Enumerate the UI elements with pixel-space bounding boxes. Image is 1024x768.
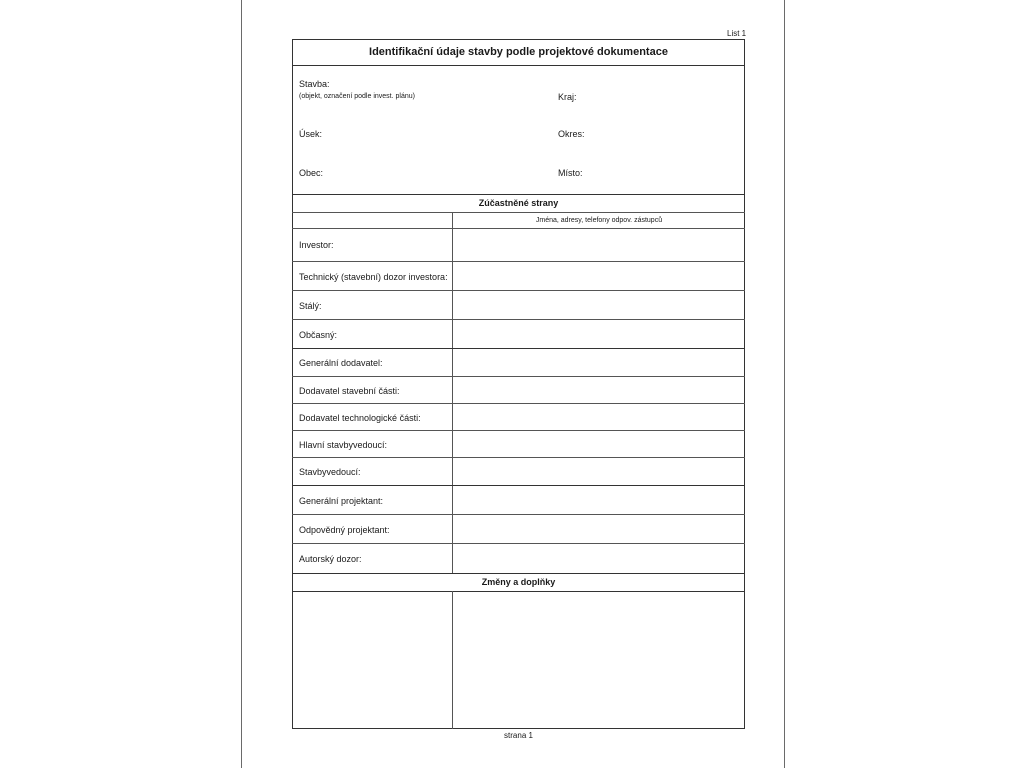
column-divider bbox=[452, 591, 453, 729]
party-row-label: Technický (stavební) dozor investora: bbox=[299, 272, 448, 282]
title-divider bbox=[292, 65, 745, 66]
row-divider bbox=[292, 376, 745, 377]
label-misto: Místo: bbox=[558, 168, 583, 178]
party-row-label: Občasný: bbox=[299, 330, 338, 340]
section-divider bbox=[292, 591, 745, 592]
row-divider bbox=[292, 457, 745, 458]
column-header: Jména, adresy, telefony odpov. zástupců bbox=[535, 217, 663, 224]
row-divider bbox=[292, 430, 745, 431]
row-divider bbox=[292, 348, 745, 349]
party-row-label: Dodavatel technologické části: bbox=[299, 413, 421, 423]
column-divider bbox=[452, 212, 453, 573]
label-kraj: Kraj: bbox=[558, 92, 577, 102]
section-divider bbox=[292, 573, 745, 574]
label-okres: Okres: bbox=[558, 129, 585, 139]
row-divider bbox=[292, 228, 745, 229]
row-divider bbox=[292, 319, 745, 320]
party-row-label: Generální projektant: bbox=[299, 496, 384, 506]
parties-section-title: Zúčastněné strany bbox=[478, 198, 559, 208]
row-divider bbox=[292, 543, 745, 544]
label-stavba: Stavba: bbox=[299, 79, 330, 89]
label-stavba-note: (objekt, označení podle invest. plánu) bbox=[299, 93, 415, 100]
row-divider bbox=[292, 261, 745, 262]
party-row-label: Odpovědný projektant: bbox=[299, 525, 390, 535]
row-divider bbox=[292, 403, 745, 404]
party-row-label: Investor: bbox=[299, 240, 334, 250]
label-obec: Obec: bbox=[299, 168, 324, 178]
page-number: strana 1 bbox=[504, 731, 533, 740]
row-divider bbox=[292, 290, 745, 291]
party-row-label: Dodavatel stavební části: bbox=[299, 386, 400, 396]
party-row-label: Stavbyvedoucí: bbox=[299, 467, 361, 477]
label-usek: Úsek: bbox=[299, 129, 323, 139]
changes-section-title: Změny a doplňky bbox=[481, 577, 556, 587]
party-row-label: Hlavní stavbyvedoucí: bbox=[299, 440, 388, 450]
sheet-label: List 1 bbox=[727, 29, 747, 38]
row-divider bbox=[292, 514, 745, 515]
row-divider bbox=[292, 485, 745, 486]
party-row-label: Autorský dozor: bbox=[299, 554, 362, 564]
section-divider bbox=[292, 194, 745, 195]
section-divider bbox=[292, 212, 745, 213]
form-frame bbox=[292, 39, 745, 729]
party-row-label: Stálý: bbox=[299, 301, 322, 311]
party-row-label: Generální dodavatel: bbox=[299, 358, 383, 368]
form-title: Identifikační údaje stavby podle projektové dokumentace bbox=[369, 46, 668, 58]
